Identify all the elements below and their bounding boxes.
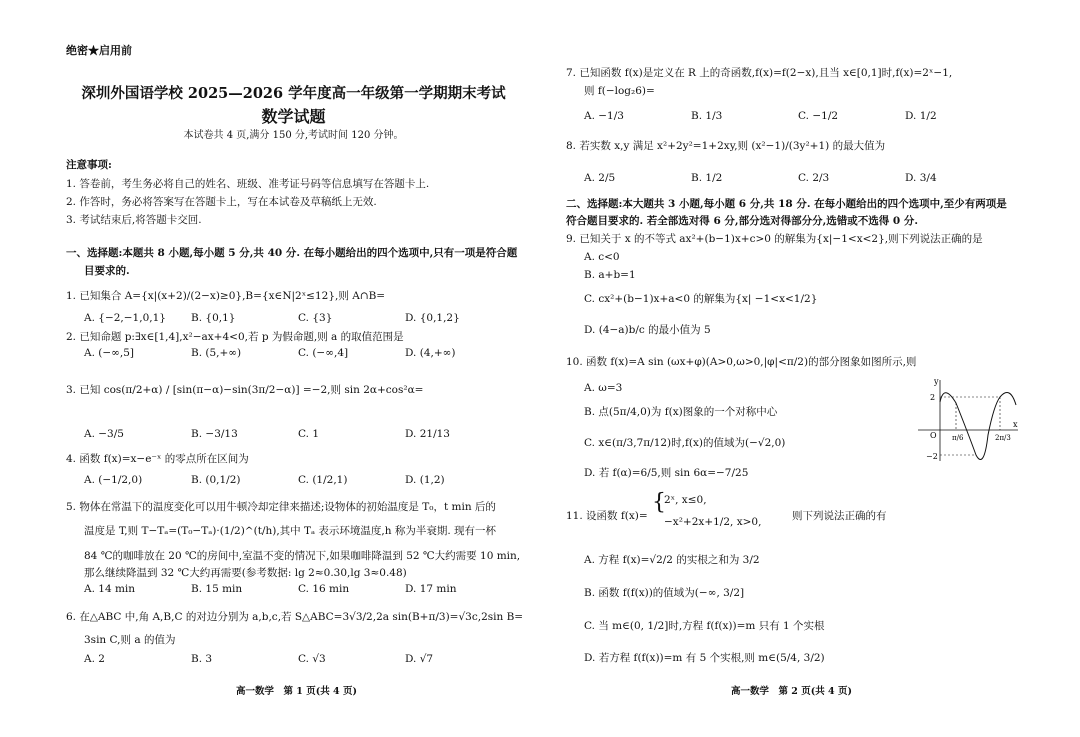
option: C. 16 min	[298, 583, 350, 595]
option: B. 15 min	[191, 583, 243, 595]
question-5-line: 5. 物体在常温下的温度变化可以用牛顿冷却定律来描述;设物体的初始温度是 T₀，t min 后的	[66, 501, 496, 513]
q11-option-d: D. 若方程 f(f(x))=m 有 5 个实根,则 m∈(5/4, 3/2)	[584, 652, 825, 664]
question-1-options	[84, 312, 512, 324]
option: B. 3	[191, 653, 213, 665]
option: A. −3/5	[84, 428, 124, 440]
option: A. −1/3	[584, 110, 624, 122]
q11-option-a: A. 方程 f(x)=√2/2 的实根之和为 3/2	[584, 554, 760, 566]
option: C. √3	[298, 653, 326, 665]
option: D. 17 min	[405, 583, 457, 595]
y-label: y	[934, 377, 939, 386]
option: A. (−1/2,0)	[84, 474, 143, 486]
section1-heading-cont: 目要求的.	[84, 265, 130, 277]
question-4-stem: 4. 函数 f(x)=x−e⁻ˣ 的零点所在区间为	[66, 453, 249, 465]
x-label: x	[1013, 420, 1018, 429]
option: B. (5,+∞)	[191, 347, 242, 359]
option: B. 1/2	[691, 172, 723, 184]
option: D. (4,+∞)	[405, 347, 456, 359]
question-7-line: 7. 已知函数 f(x)是定义在 R 上的奇函数,f(x)=f(2−x),且当 x∈[0,1]时,f(x)=2ˣ−1,	[566, 67, 953, 79]
option: D. √7	[405, 653, 434, 665]
question-8-stem: 8. 若实数 x,y 满足 x²+2y²=1+2xy,则 (x²−1)/(3y²+1) 的最大值为	[566, 140, 886, 152]
option: D. 21/13	[405, 428, 450, 440]
option: C. {3}	[298, 312, 333, 324]
q10-option-d: D. 若 f(α)=6/5,则 sin 6α=−7/25	[584, 467, 749, 479]
q11-case-2: −x²+2x+1/2, x>0,	[664, 516, 762, 528]
note-item: 2. 作答时，务必将答案写在答题卡上，写在本试卷及草稿纸上无效.	[66, 196, 377, 208]
q11-stem-prefix: 11. 设函数 f(x)=	[566, 510, 648, 522]
option: C. −1/2	[798, 110, 839, 122]
option: D. 3/4	[905, 172, 937, 184]
question-5-options	[84, 583, 512, 595]
tick-2pi3: 2π/3	[995, 434, 1011, 442]
question-2-options	[84, 347, 512, 359]
question-7-line: 则 f(−log₂6)=	[584, 85, 655, 97]
option: A. 14 min	[84, 583, 136, 595]
tick-2: 2	[930, 393, 936, 402]
question-5-line: 84 ℃的咖啡放在 20 ℃的房间中,室温不变的情况下,如果咖啡降温到 52 ℃大约需要 10 min,	[84, 550, 521, 562]
section1-heading: 一、选择题:本题共 8 小题,每小题 5 分,共 40 分. 在每小题给出的四个选项中,只有一项是符合题	[66, 247, 518, 259]
question-5-line: 那么继续降温到 32 ℃大约再需要(参考数据: lg 2≈0.30,lg 3≈0.48)	[84, 567, 407, 579]
option: D. 1/2	[905, 110, 937, 122]
sine-curve	[940, 393, 1016, 460]
question-6-line: 6. 在△ABC 中,角 A,B,C 的对边分别为 a,b,c,若 S△ABC=3√3/2,2a sin(B+π/3)=√3c,2sin B=	[66, 611, 524, 623]
question-10-stem: 10. 函数 f(x)=A sin (ωx+φ)(A>0,ω>0,|φ|<π/2)的部分图象如图所示,则	[566, 356, 917, 368]
option: A. 2/5	[584, 172, 616, 184]
option: B. 1/3	[691, 110, 723, 122]
secret-label: 绝密★启用前	[66, 44, 132, 57]
q11-option-b: B. 函数 f(f(x))的值域为(−∞, 3/2]	[584, 587, 745, 599]
subject-title: 数学试题	[261, 107, 326, 126]
notes-heading: 注意事项:	[66, 159, 112, 171]
exam-info: 本试卷共 4 页,满分 150 分,考试时间 120 分钟。	[183, 130, 404, 141]
q11-option-c: C. 当 m∈(0, 1/2]时,方程 f(f(x))=m 只有 1 个实根	[584, 620, 825, 632]
option: C. (−∞,4]	[298, 347, 349, 359]
question-4-options	[84, 474, 512, 486]
section2-heading: 二、选择题:本大题共 3 小题,每小题 6 分,共 18 分. 在每小题给出的四个选项中,至少有两项是	[566, 198, 1007, 210]
sine-graph	[916, 375, 1021, 465]
option: A. {−2,−1,0,1}	[84, 312, 166, 324]
question-3-stem: 3. 已知 cos(π/2+α) / [sin(π−α)−sin(3π/2−α)] =−2,则 sin 2α+cos²α=	[66, 384, 424, 396]
page-footer-left: 高一数学 第 1 页(共 4 页)	[236, 686, 357, 697]
q9-option-d: D. (4−a)b/c 的最小值为 5	[584, 324, 711, 336]
question-1-stem: 1. 已知集合 A={x|(x+2)/(2−x)≥0},B={x∈N|2ˣ≤12},则 A∩B=	[66, 290, 386, 302]
option: A. (−∞,5]	[84, 347, 135, 359]
option: C. 2/3	[798, 172, 830, 184]
question-6-line: 3sin C,则 a 的值为	[84, 634, 176, 646]
note-item: 1. 答卷前，考生务必将自己的姓名、班级、准考证号码等信息填写在答题卡上.	[66, 178, 430, 190]
q10-option-a: A. ω=3	[584, 382, 623, 394]
option: C. 1	[298, 428, 320, 440]
q10-option-b: B. 点(5π/4,0)为 f(x)图象的一个对称中心	[584, 406, 778, 418]
q11-stem-suffix: 则下列说法正确的有	[792, 510, 887, 522]
question-9-stem: 9. 已知关于 x 的不等式 ax²+(b−1)x+c>0 的解集为{x|−1<x<2},则下列说法正确的是	[566, 233, 983, 245]
q9-option-a: A. c<0	[584, 251, 620, 263]
question-5-line: 温度是 T,则 T−Tₐ=(T₀−Tₐ)·(1/2)^(t/h),其中 Tₐ 表示环境温度,h 称为半衰期. 现有一杯	[84, 525, 497, 537]
brace-icon: {	[652, 490, 666, 515]
option: B. (0,1/2)	[191, 474, 241, 486]
school-title: 深圳外国语学校 2025—2026 学年度高一年级第一学期期末考试	[81, 85, 506, 102]
question-8-options	[584, 172, 1012, 184]
option: D. {0,1,2}	[405, 312, 460, 324]
q9-option-b: B. a+b=1	[584, 269, 636, 281]
option: B. {0,1}	[191, 312, 236, 324]
option: C. (1/2,1)	[298, 474, 348, 486]
section2-heading-cont: 符合题目要求的. 若全部选对得 6 分,部分选对得部分分,选错或不选得 0 分.	[566, 215, 919, 227]
question-7-options	[584, 110, 1012, 122]
question-6-options	[84, 653, 512, 665]
tick-pi6: π/6	[952, 434, 964, 442]
option: B. −3/13	[191, 428, 238, 440]
q11-case-1: 2ˣ, x≤0,	[664, 494, 707, 506]
q10-option-c: C. x∈(π/3,7π/12)时,f(x)的值域为(−√2,0)	[584, 437, 786, 449]
option: A. 2	[84, 653, 105, 665]
tick-neg2: −2	[926, 452, 938, 461]
page-footer-right: 高一数学 第 2 页(共 4 页)	[731, 686, 852, 697]
origin-label: O	[930, 431, 937, 440]
option: D. (1,2)	[405, 474, 445, 486]
question-3-options	[84, 428, 512, 440]
q9-option-c: C. cx²+(b−1)x+a<0 的解集为{x| −1<x<1/2}	[584, 293, 818, 305]
question-2-stem: 2. 已知命题 p:∃x∈[1,4],x²−ax+4<0,若 p 为假命题,则 a 的取值范围是	[66, 331, 404, 343]
note-item: 3. 考试结束后,将答题卡交回.	[66, 214, 202, 226]
